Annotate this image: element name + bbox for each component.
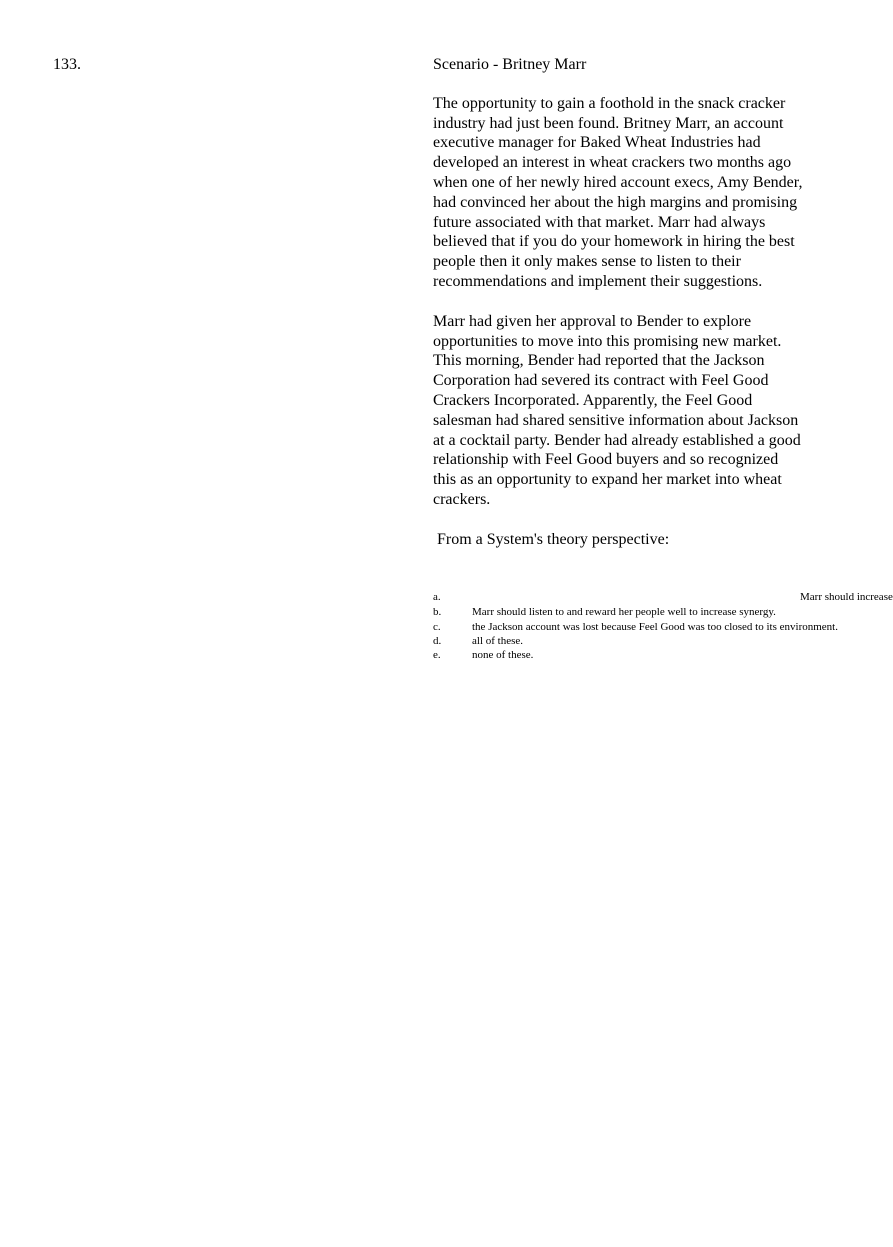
choice-letter: a. <box>433 591 441 603</box>
choice-text: Marr should listen to and reward her people well to increase synergy. <box>472 606 776 618</box>
scenario-paragraph-1: The opportunity to gain a foothold in the snack cracker industry had just been found. Britney Marr, an account executive manager for Baked Wheat Industries had developed an interest in wheat crackers two months ago when one of her newly hired account execs, Amy Bender, had convinced her about the high margins and promising future associated with that market. Marr had always believed that if you do your homework in hiring the best people then it only makes sense to listen to their recommendations and implement their suggestions. <box>433 94 803 290</box>
answer-choices <box>433 590 893 663</box>
choice-d[interactable] <box>433 634 880 648</box>
choice-letter: d. <box>433 635 442 647</box>
choice-letter: c. <box>433 621 441 633</box>
scenario-title: Scenario - Britney Marr <box>433 56 587 73</box>
choice-letter: e. <box>433 649 441 661</box>
choice-a[interactable] <box>433 590 893 605</box>
question-body <box>433 55 805 550</box>
scenario-paragraph-2: Marr had given her approval to Bender to explore opportunities to move into this promising new market. This morning, Bender had reported that the Jackson Corporation had severed its contract with Feel Good Crackers Incorporated. Apparently, the Feel Good salesman had shared sensitive information about Jackson at a cocktail party. Bender had already established a good relationship with Feel Good buyers and so recognized this as an opportunity to expand her market into wheat crackers. <box>433 312 801 508</box>
question-prompt: From a System's theory perspective: <box>437 530 670 548</box>
choice-b[interactable] <box>433 605 880 620</box>
choice-text: all of these. <box>472 635 524 647</box>
choice-text: none of these. <box>472 649 534 661</box>
choice-text: Marr should increase <box>800 591 893 603</box>
choice-text: the Jackson account was lost because Feel Good was too closed to its environment. <box>472 621 838 633</box>
question-number: 133. <box>53 56 81 73</box>
choice-e[interactable] <box>433 648 880 663</box>
choice-c[interactable] <box>433 620 880 634</box>
choice-letter: b. <box>433 606 442 618</box>
